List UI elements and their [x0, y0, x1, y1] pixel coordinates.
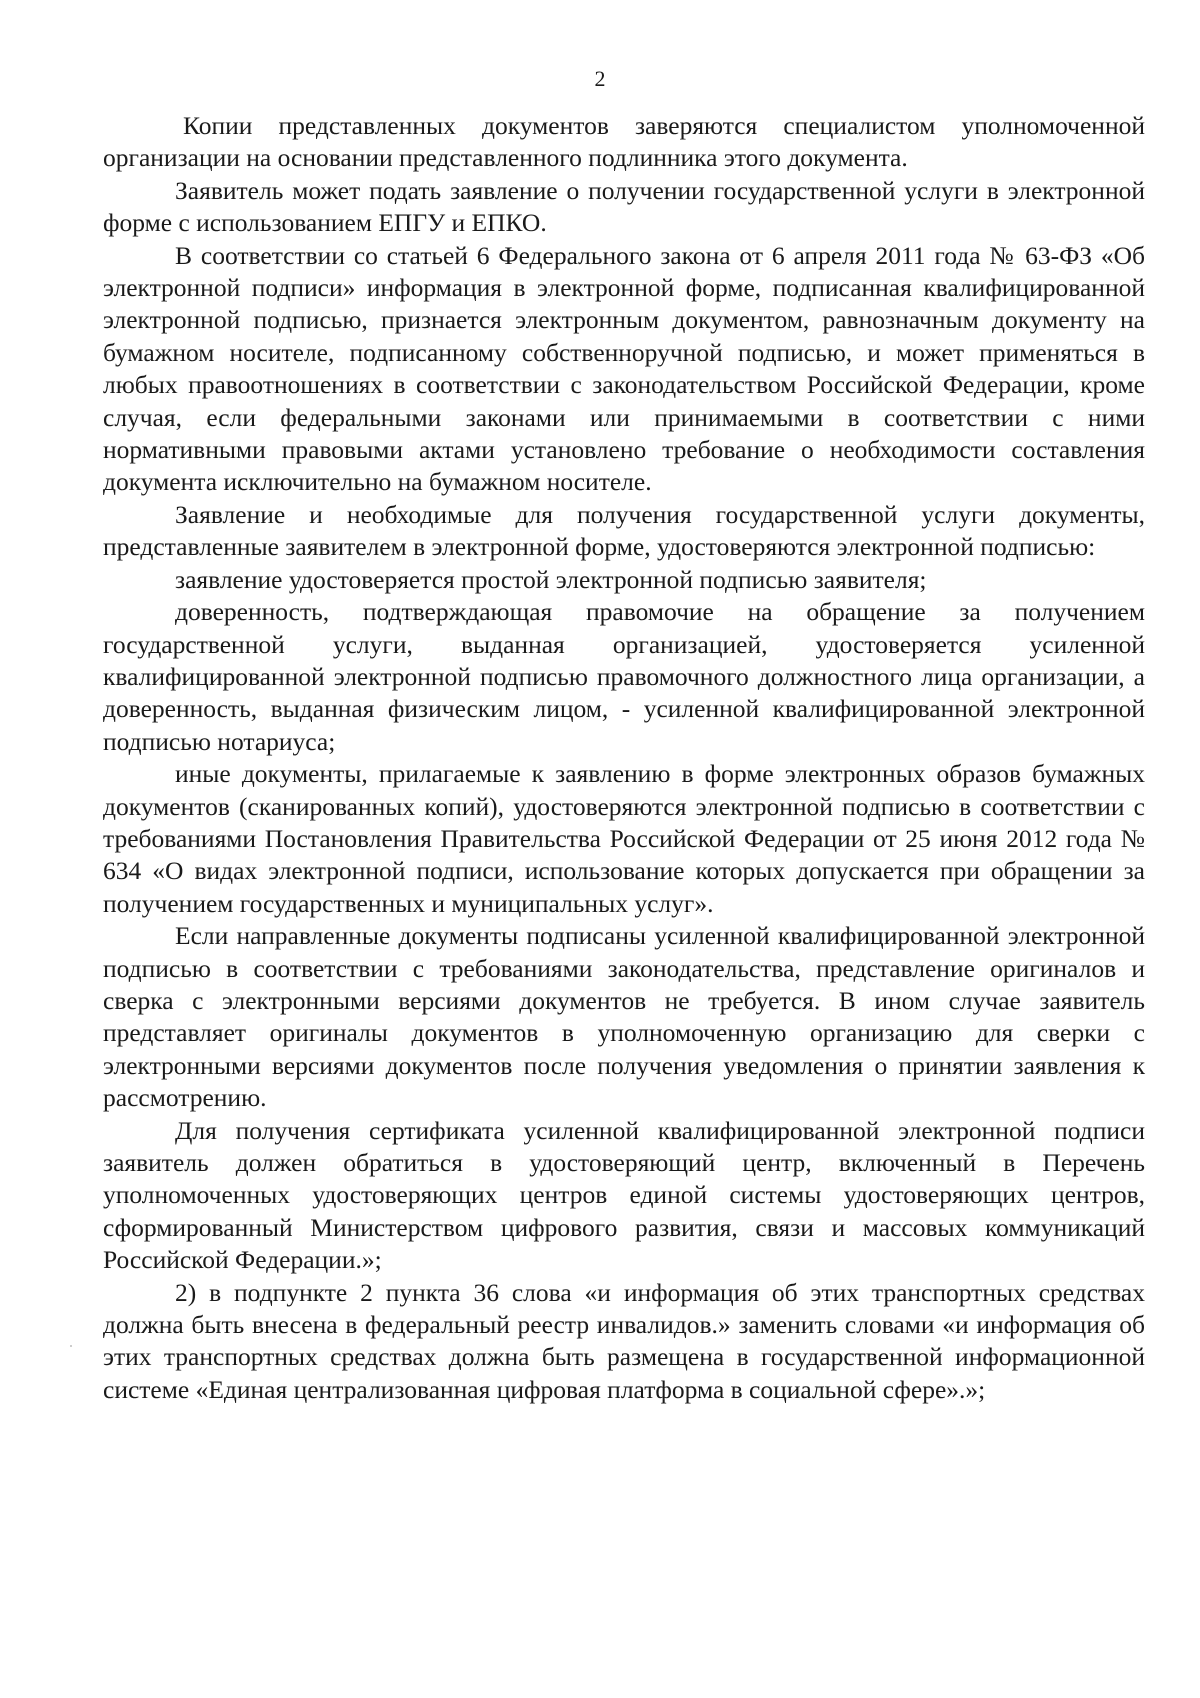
paragraph-electronic-application: Заявитель может подать заявление о получении государственной услуги в электронной форме с использованием ЕПГУ и ЕПКО. — [103, 175, 1145, 238]
document-body — [103, 110, 1145, 1406]
paragraph-originals-verification: Если направленные документы подписаны усиленной квалифицированной электронной подписью в соответствии с требованиями законодательства, представление оригиналов и сверка с электронными версиями документов не требуется. В ином случае заявитель представляет оригиналы документов в уполномоченную организацию для сверки с электронными версиями документов после получения уведомления о принятии заявления к рассмотрению. — [103, 921, 1145, 1113]
paragraph-application-simple-signature: заявление удостоверяется простой электронной подписью заявителя; — [175, 564, 927, 594]
page-number: 2 — [594, 66, 606, 91]
scan-artifact — [70, 1345, 72, 1347]
paragraph-signature-requirements: Заявление и необходимые для получения государственной услуги документы, представленные заявителем в электронной форме, удостоверяются электронной подписью: — [103, 499, 1145, 562]
paragraph-copies-certification: Копии представленных документов заверяются специалистом уполномоченной организации на основании представленного подлинника этого документа. — [103, 111, 1145, 173]
paragraph-federal-law-reference: В соответствии со статьей 6 Федерального закона от 6 апреля 2011 года № 63-ФЗ «Об электронной подписи» информация в электронной форме, подписанная квалифицированной электронной подписью, признается электронным документом, равнозначным документу на бумажном носителе, подписанному собственноручной подписью, и может применяться в любых правоотношениях в соответствии с законодательством Российской Федерации, кроме случая, если федеральными законами или принимаемыми в соответствии с ними нормативными правовыми актами установлено требование о необходимости составления документа исключительно на бумажном носителе. — [103, 240, 1145, 497]
paragraph-amendment-item-2: 2) в подпункте 2 пункта 36 слова «и информация об этих транспортных средствах должна быть внесена в федеральный реестр инвалидов.» заменить словами «и информация об этих транспортных средствах должна быть размещена в государственной информационной системе «Единая централизованная цифровая платформа в социальной сфере».»; — [103, 1277, 1145, 1404]
paragraph-certificate-center: Для получения сертификата усиленной квалифицированной электронной подписи заявитель должен обратиться в удостоверяющий центр, включенный в Перечень уполномоченных удостоверяющих центров единой системы удостоверяющих центров, сформированный Министерством цифрового развития, связи и массовых коммуникаций Российской Федерации.»; — [103, 1115, 1145, 1275]
paragraph-other-documents: иные документы, прилагаемые к заявлению в форме электронных образов бумажных документов (сканированных копий), удостоверяются электронной подписью в соответствии с требованиями Постановления Правительства Российской Федерации от 25 июня 2012 года № 634 «О видах электронной подписи, использование которых допускается при обращении за получением государственных и муниципальных услуг». — [103, 759, 1145, 918]
paragraph-power-of-attorney: доверенность, подтверждающая правомочие на обращение за получением государственной услуги, выданная организацией, удостоверяется усиленной квалифицированной электронной подписью правомочного должностного лица организации, а доверенность, выданная физическим лицом, - усиленной квалифицированной электронной подписью нотариуса; — [103, 597, 1145, 756]
